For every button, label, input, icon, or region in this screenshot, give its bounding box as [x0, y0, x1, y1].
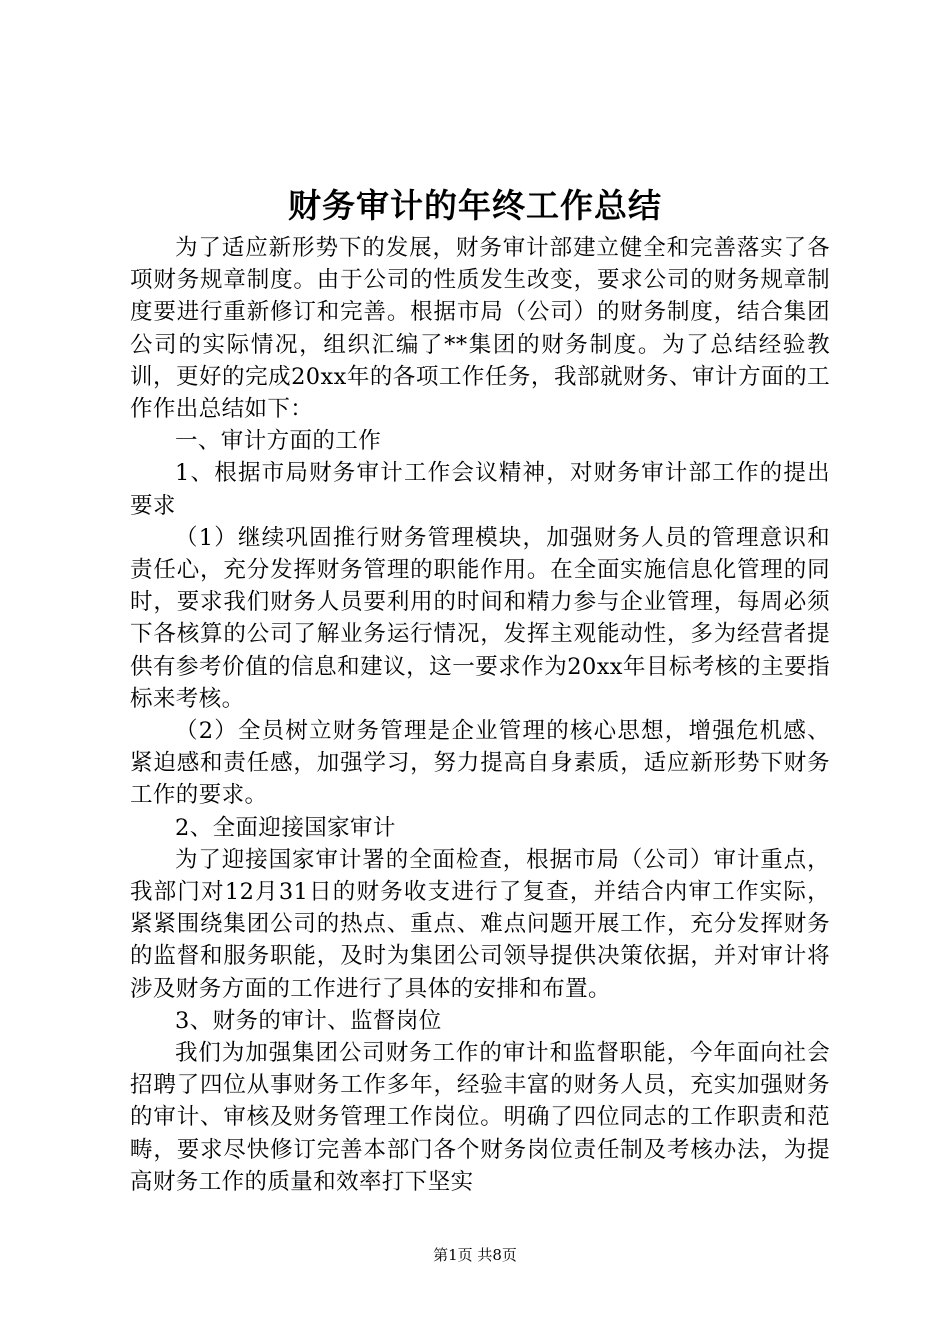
document-body	[130, 232, 830, 1198]
paragraph-audit-posts: 我们为加强集团公司财务工作的审计和监督职能，今年面向社会招聘了四位从事财务工作多年，经验丰富的财务人员，充实加强财务的审计、审核及财务管理工作岗位。明确了四位同志的工作职责和范畴，要求尽快修订完善本部门各个财务岗位责任制及考核办法，为提高财务工作的质量和效率打下坚实	[130, 1040, 830, 1195]
paragraph-item-1: （1）继续巩固推行财务管理模块，加强财务人员的管理意识和责任心，充分发挥财务管理的职能作用。在全面实施信息化管理的同时，要求我们财务人员要利用的时间和精力参与企业管理，每周必须下各核算的公司了解业务运行情况，发挥主观能动性，多为经营者提供有参考价值的信息和建议，这一要求作为20xx年目标考核的主要指标来考核。	[130, 524, 830, 712]
subsection-heading-2: 2、全面迎接国家审计	[175, 814, 396, 841]
paragraph-intro: 为了适应新形势下的发展，财务审计部建立健全和完善落实了各项财务规章制度。由于公司的性质发生改变，要求公司的财务规章制度要进行重新修订和完善。根据市局（公司）的财务制度，结合集团公司的实际情况，组织汇编了**集团的财务制度。为了总结经验教训，更好的完成20xx年的各项工作任务，我部就财务、审计方面的工作作出总结如下：	[130, 235, 830, 423]
paragraph-national-audit: 为了迎接国家审计署的全面检查，根据市局（公司）审计重点，我部门对12月31日的财务收支进行了复查，并结合内审工作实际，紧紧围绕集团公司的热点、重点、难点问题开展工作，充分发挥财务的监督和服务职能，及时为集团公司领导提供决策依据，并对审计将涉及财务方面的工作进行了具体的安排和布置。	[130, 846, 830, 1002]
paragraph-item-2: （2）全员树立财务管理是企业管理的核心思想，增强危机感、紧迫感和责任感，加强学习，努力提高自身素质，适应新形势下财务工作的要求。	[130, 718, 830, 809]
section-heading-audit: 一、审计方面的工作	[175, 428, 382, 455]
subsection-heading-3: 3、财务的审计、监督岗位	[175, 1007, 442, 1034]
subsection-heading-1: 1、根据市局财务审计工作会议精神，对财务审计部工作的提出要求	[130, 460, 830, 519]
page-number: 第1页 共8页	[433, 1246, 517, 1264]
document-title: 财务审计的年终工作总结	[288, 186, 662, 225]
